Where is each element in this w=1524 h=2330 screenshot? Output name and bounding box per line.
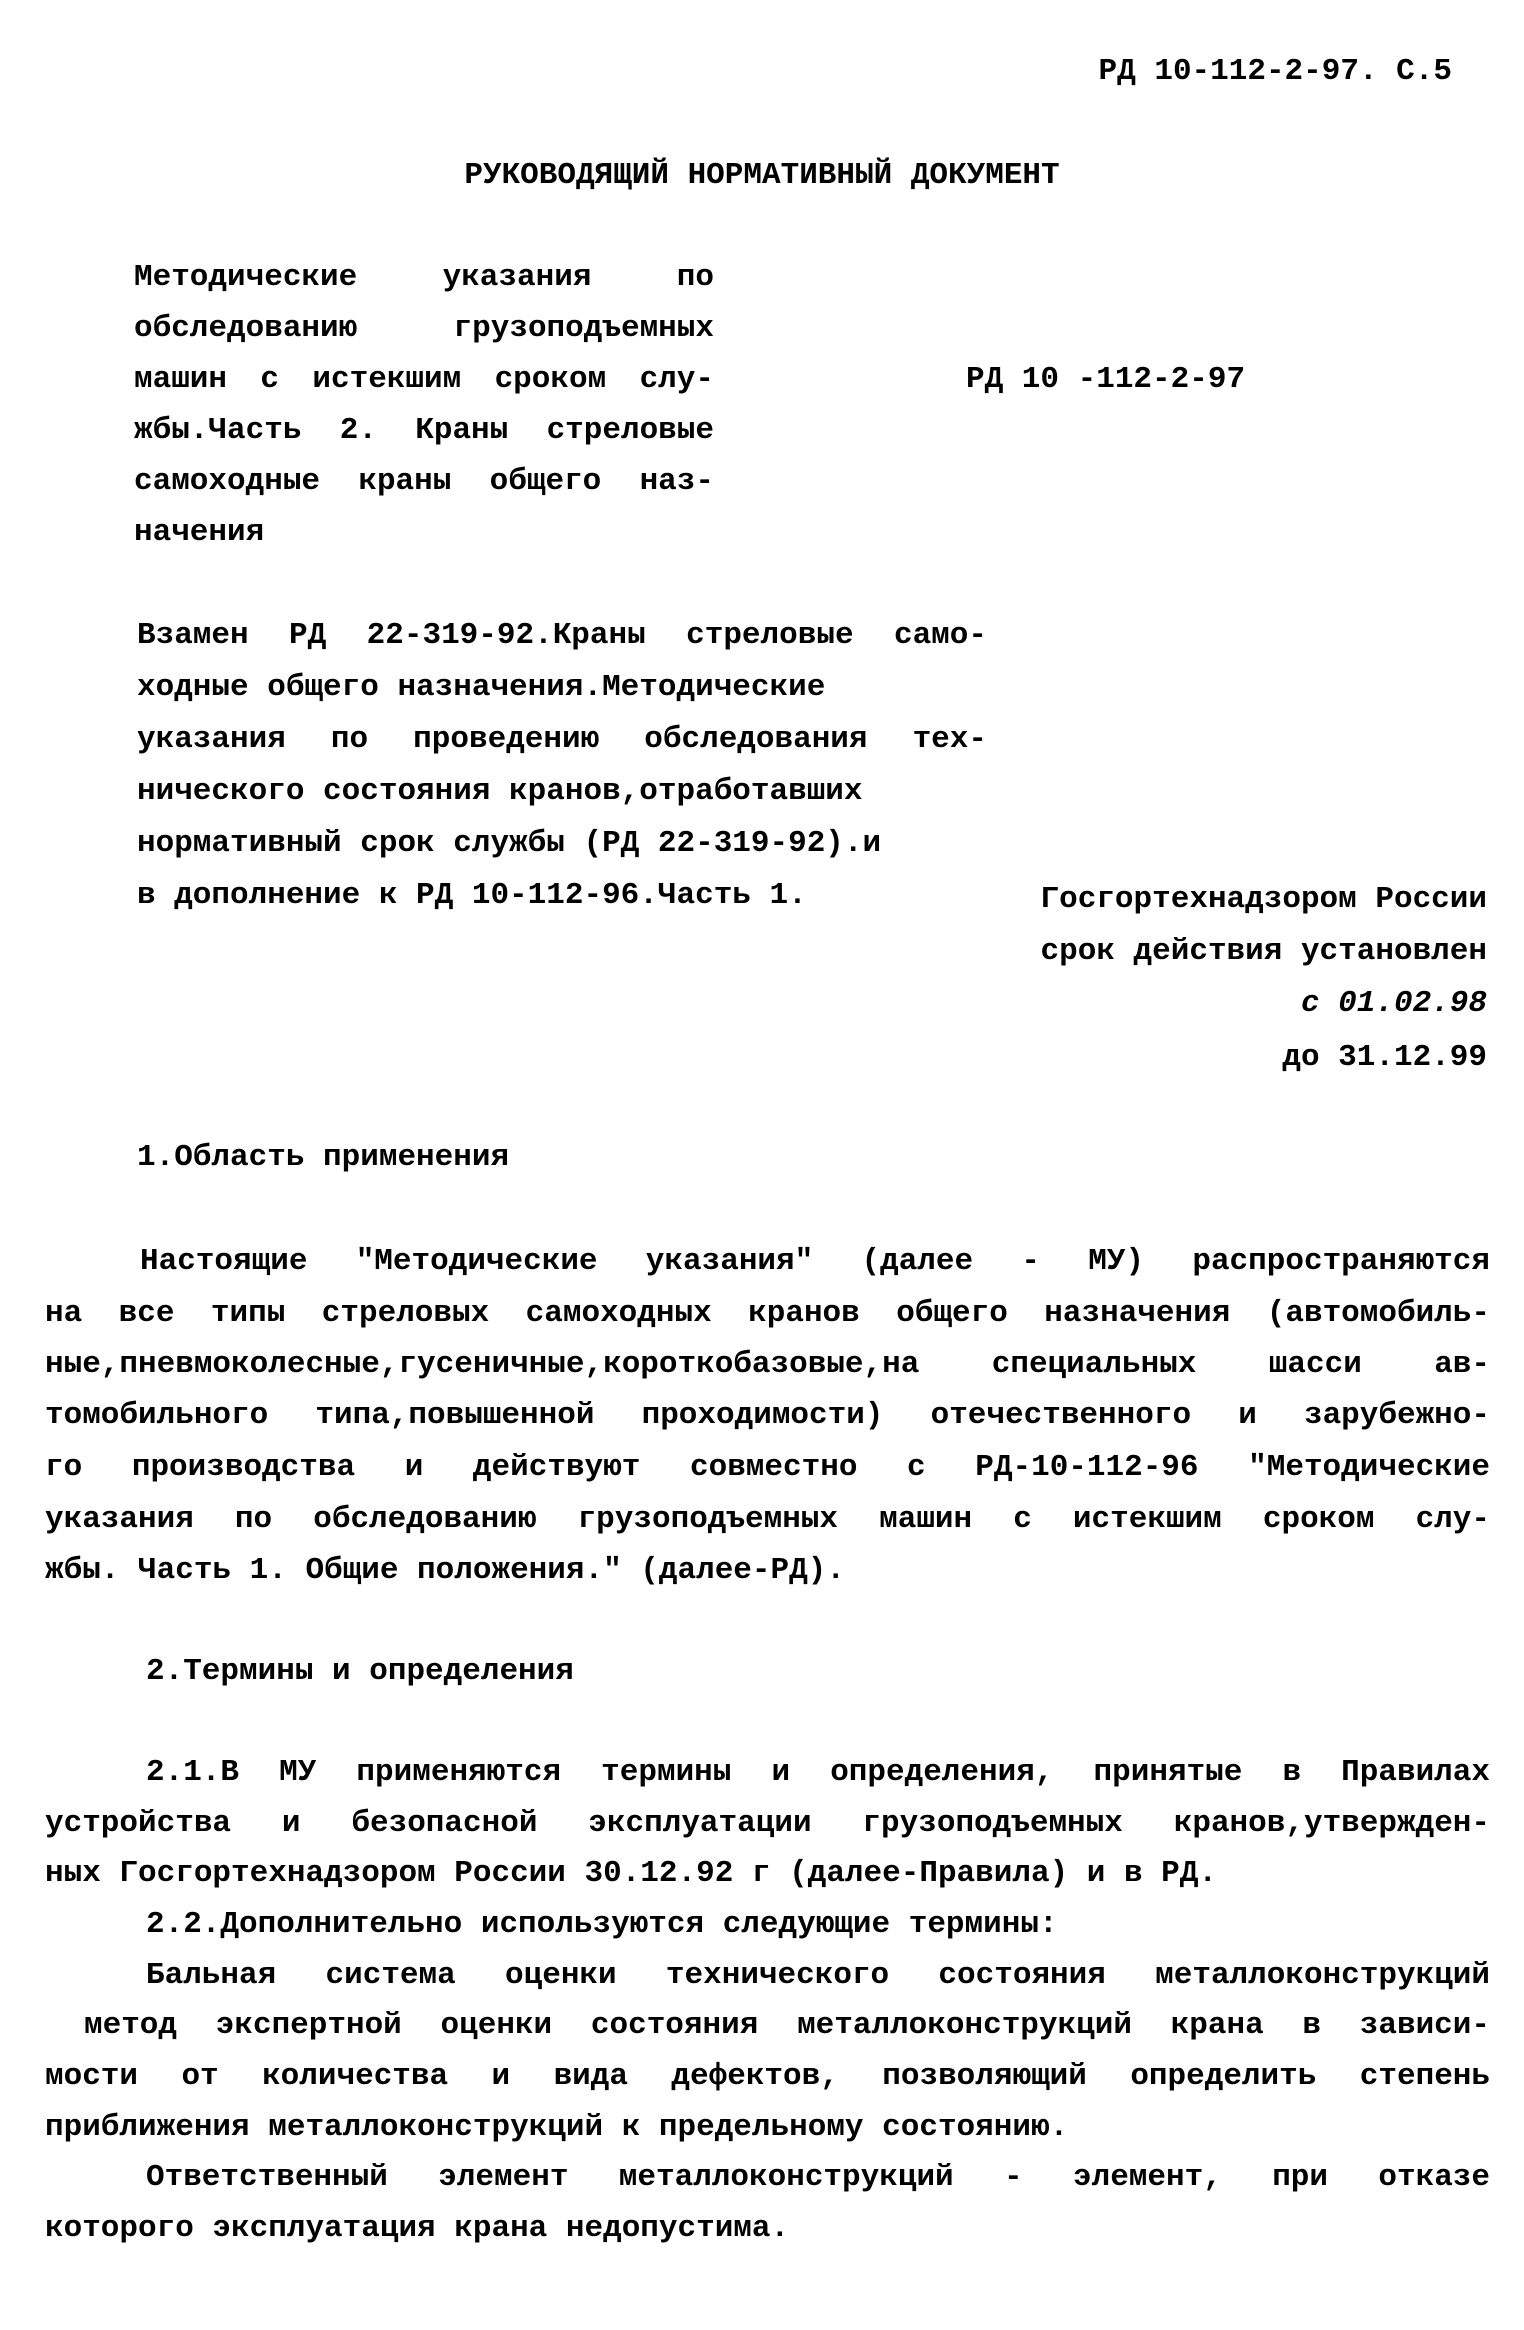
doc-title-line: жбы.Часть 2. Краны стреловые	[134, 413, 714, 448]
term-line: Ответственный элемент металлоконструкций - элемент, при отказе	[146, 2160, 1490, 2195]
paragraph-line: го производства и действуют совместно с РД-10-112-96 "Методические	[45, 1450, 1490, 1485]
term-line: мости от количества и вида дефектов, позволяющий определить степень	[45, 2059, 1490, 2094]
section-1-heading: 1.Область применения	[137, 1140, 510, 1175]
replacement-line: нического состояния кранов,отработавших	[137, 774, 863, 809]
paragraph-line: на все типы стреловых самоходных кранов общего назначения (автомобиль-	[45, 1296, 1490, 1331]
replacement-line: в дополнение к РД 10-112-96.Часть 1.	[137, 878, 807, 913]
term-line: Бальная система оценки технического состояния металлоконструкций	[146, 1958, 1490, 1993]
doc-title-line: обследованию грузоподъемных	[134, 311, 714, 346]
term-line: метод экспертной оценки состояния металлоконструкций крана в зависи-	[84, 2008, 1490, 2043]
paragraph-line: 2.1.В МУ применяются термины и определения, принятые в Правилах	[146, 1755, 1490, 1790]
doc-title-line: Методические указания по	[134, 260, 714, 295]
section-2-2: 2.2.Дополнительно используются следующие термины:	[146, 1907, 1058, 1942]
replacement-line: нормативный срок службы (РД 22-319-92).и	[137, 826, 882, 861]
valid-from: с 01.02.98	[1300, 986, 1487, 1021]
paragraph-line: ных Госгортехнадзором России 30.12.92 г (далее-Правила) и в РД.	[45, 1856, 1217, 1891]
paragraph-line: устройства и безопасной эксплуатации грузоподъемных кранов,утвержден-	[45, 1806, 1490, 1841]
paragraph-line: Настоящие "Методические указания" (далее - МУ) распространяются	[140, 1244, 1490, 1279]
validity-label: срок действия установлен	[1040, 934, 1487, 969]
doc-title-line: начения	[134, 515, 265, 550]
document-title: РУКОВОДЯЩИЙ НОРМАТИВНЫЙ ДОКУМЕНТ	[464, 158, 1060, 193]
doc-title-line: самоходные краны общего наз-	[134, 464, 714, 499]
section-2-heading: 2.Термины и определения	[146, 1654, 574, 1689]
paragraph-line: жбы. Часть 1. Общие положения." (далее-РД).	[45, 1553, 845, 1588]
term-line: приближения металлоконструкций к предельному состоянию.	[45, 2110, 1069, 2145]
doc-title-line: машин с истекшим сроком слу-	[134, 362, 714, 397]
replacement-line: указания по проведению обследования тех-	[137, 722, 987, 757]
valid-to: до 31.12.99	[1282, 1040, 1487, 1075]
document-code: РД 10 -112-2-97	[966, 362, 1246, 397]
replacement-line: Взамен РД 22-319-92.Краны стреловые само-	[137, 618, 987, 653]
paragraph-line: томобильного типа,повышенной проходимости) отечественного и зарубежно-	[45, 1398, 1490, 1433]
paragraph-line: ные,пневмоколесные,гусеничные,короткобазовые,на специальных шасси ав-	[45, 1347, 1490, 1382]
replacement-line: ходные общего назначения.Методические	[137, 670, 826, 705]
term-line: которого эксплуатация крана недопустима.	[45, 2211, 790, 2246]
page-reference: РД 10-112-2-97. С.5	[1098, 54, 1452, 89]
approval-authority: Госгортехнадзором России	[1040, 882, 1487, 917]
paragraph-line: указания по обследованию грузоподъемных машин с истекшим сроком слу-	[45, 1502, 1490, 1537]
